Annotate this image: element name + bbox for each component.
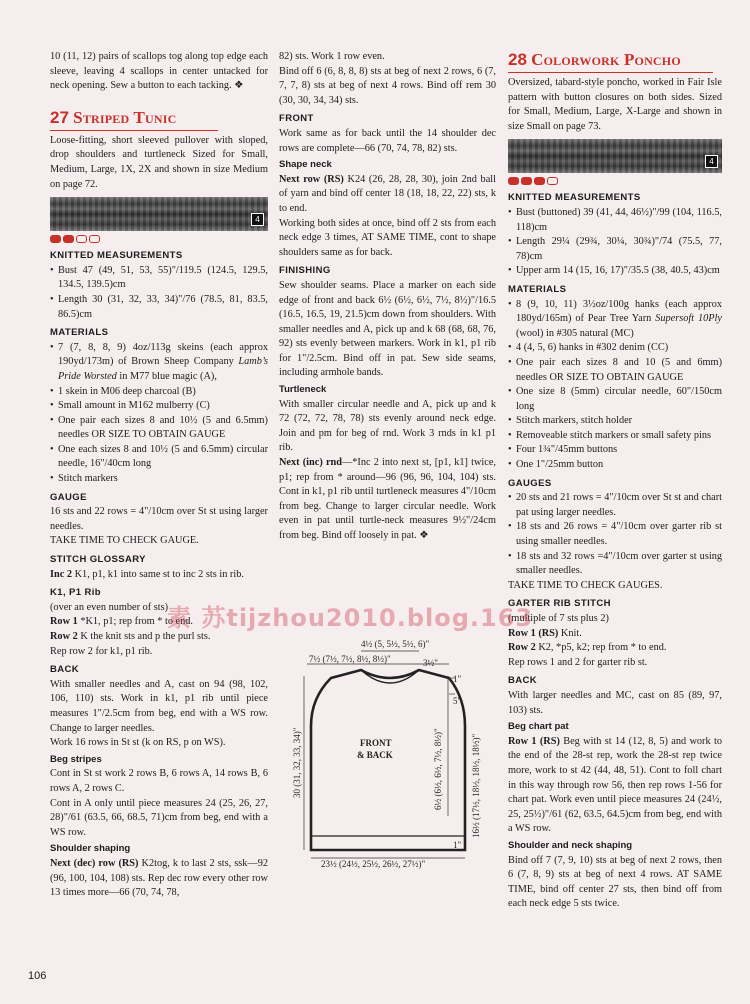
list-item: • 7 (7, 8, 8, 9) 4oz/113g skeins (each approx 190yd/173m) of Brown Sheep Company Lamb’s Pride Worsted in M77 blue magic (A), <box>50 341 268 382</box>
list-item: • 4 (4, 5, 6) hanks in #302 denim (CC) <box>508 342 669 354</box>
neck-text-2: Working both sides at once, bind off 2 sts from each neck edge 3 times, AT SAME TIME, cont to shape shoulders same as for back. <box>279 217 496 258</box>
sub-heading: Shoulder and neck shaping <box>508 839 633 851</box>
chart-text: Row 1 (RS) Beg with st 14 (12, 8, 5) and work to the end of the 28-st rep, work the 28-st rep twice more, work to st 42 (44, 48, 51). Cont to foll chart in this way through row 56, then rep rows 1-56 for chart pat. Work even until piece measures 24 (24½, 25, 25½)"/61 (62, 63.5, 64.5)cm from beg, end with a WS row. <box>508 735 722 835</box>
pattern-title-28 <box>508 50 722 70</box>
level-badge: 4 <box>251 213 264 226</box>
garter-repeat: Rep rows 1 and 2 for garter rib st. <box>508 656 648 668</box>
shoulder-text: Next (dec) row (RS) K2tog, k to last 2 sts, ssk—92 (96, 100, 104, 108) sts. Rep dec row every other row 13 times more—66 (70, 74, 78, <box>50 857 268 899</box>
bottom-1-label: 1" <box>453 840 462 850</box>
level-badge: 4 <box>705 155 718 168</box>
section-heading: GARTER RIB STITCH <box>508 598 611 610</box>
section-heading: FINISHING <box>279 265 331 277</box>
shoulder-slope-label: 3½" <box>423 658 438 668</box>
section-heading: MATERIALS <box>50 327 109 339</box>
rib-repeat: Rep row 2 for k1, p1 rib. <box>50 645 153 657</box>
section-heading: BACK <box>508 675 538 687</box>
watermark: 素 苏tijzhou2010.blog.163 <box>167 604 534 632</box>
column-1 <box>50 50 268 901</box>
list-item: • 1 skein in M06 deep charcoal (B) <box>50 385 196 397</box>
section-heading: K1, P1 Rib <box>50 587 101 599</box>
rib-row-2: Row 2 K the knit sts and p the purl sts. <box>50 631 211 642</box>
pattern-description: Oversized, tabard-style poncho, worked in Fair Isle pattern with button closures on both sides. Sized for Small, Medium, Large, X-Large and shown in size Small on page 73. <box>508 77 722 132</box>
section-heading: GAUGES <box>508 477 552 489</box>
rib-note: (over an even number of sts) <box>50 601 169 613</box>
garter-note: (multiple of 7 sts plus 2) <box>508 613 609 624</box>
sub-heading: Beg chart pat <box>508 721 569 733</box>
section-heading: KNITTED MEASUREMENTS <box>508 192 641 204</box>
intro-paragraph: 10 (11, 12) pairs of scallops tog along top edge each sleeve, leaving 4 scallops in center untacked for neck opening. Sew a button to each tacking. ❖ <box>50 51 268 92</box>
list-item: • Upper arm 14 (15, 16, 17)"/35.5 (38, 40.5, 43)cm <box>508 265 720 277</box>
continued-text-2: Bind off 6 (6, 8, 8, 8) sts at beg of next 2 rows, 6 (7, 7, 7, 8) sts at beg of next 4 rows. Bind off rem 30 (30, 30, 34, 34) sts. <box>279 65 496 106</box>
gauge-check: TAKE TIME TO CHECK GAUGE. <box>50 535 199 547</box>
garter-row-1: Row 1 (RS) Knit. <box>508 627 582 639</box>
title-rule <box>508 72 713 73</box>
sub-heading: Beg stripes <box>50 753 102 765</box>
pattern-number: 27 <box>50 107 69 127</box>
gauge-text: 16 sts and 22 rows = 4"/10cm over St st using larger needles. <box>50 506 268 532</box>
list-item: • One each sizes 8 and 10½ (5 and 6.5mm) circular needle, 16"/40cm long <box>50 443 268 470</box>
swatch-image <box>50 197 268 231</box>
page-number: 106 <box>28 970 47 982</box>
pattern-title-27 <box>50 108 268 128</box>
section-heading: BACK <box>50 664 80 676</box>
armhole-label: 6½ (6½, 6½, 7½, 8½)" <box>433 728 443 810</box>
stripes-text: Cont in St st work 2 rows B, 6 rows A, 14 rows B, 6 rows A, 2 rows C. <box>50 768 268 794</box>
list-item: • Stitch markers, stitch holder <box>508 415 633 427</box>
list-item: • One pair each sizes 8 and 10 (5 and 6mm) needles OR SIZE TO OBTAIN GAUGE <box>508 356 722 383</box>
list-item: • Removeable stitch markers or small safety pins <box>508 429 712 441</box>
diagram-label-back: & BACK <box>357 750 393 760</box>
front-text: Work same as for back until the 14 shoulder dec rows are complete—66 (70, 74, 78, 82) sts. <box>279 127 496 154</box>
list-item: • Small amount in M162 mulberry (C) <box>50 400 210 412</box>
sub-heading: Turtleneck <box>279 384 327 396</box>
shoulder-neck-text: Bind off 7 (7, 9, 10) sts at beg of next 2 rows, then 6 (7, 8, 9) sts at beg of next 4 rows. AT SAME TIME, bind off center 27 sts, then bind off from each neck edge 5 sts twice. <box>508 854 722 910</box>
top-1-label: 1" <box>453 674 462 684</box>
list-item: • Bust 47 (49, 51, 53, 55)"/119.5 (124.5, 129.5, 134.5, 139.5)cm <box>50 264 268 291</box>
column-3 <box>508 50 722 912</box>
sub-heading: Shoulder shaping <box>50 843 131 855</box>
pattern-description: Loose-fitting, short sleeved pullover with sloped, drop shoulders and turtleneck Sized for Small, Medium, Large, 1X, 2X and shown in size Medium on page 72. <box>50 134 268 190</box>
shoulder-width-label: 7½ (7½, 7½, 8½, 8½)" <box>309 654 391 664</box>
section-heading: KNITTED MEASUREMENTS <box>50 250 183 262</box>
glossary-inc2: Inc 2 K1, p1, k1 into same st to inc 2 sts in rib. <box>50 568 244 580</box>
list-item: • One pair each sizes 8 and 10½ (5 and 6.5mm) needles OR SIZE TO OBTAIN GAUGE <box>50 414 268 441</box>
inc-round-text: Next (inc) rnd—*Inc 2 into next st, [p1, k1] twice, p1; rep from * around—96 (96, 96, 104, 104) sts. Cont in k1, p1 rib until turtleneck measures 4"/10cm from beg. Change to larger circular needle. Work even in pat until turtle-neck measures 9½"/24cm from beg. Bind off loosely in pat. ❖ <box>279 457 496 541</box>
front-back-schematic <box>279 638 484 870</box>
list-item: • Stitch markers <box>50 473 118 485</box>
list-item: • 18 sts and 26 rows = 4"/10cm over garter rib st using smaller needles. <box>508 521 722 548</box>
list-item: • 20 sts and 21 rows = 4"/10cm over St st and chart pat using larger needles. <box>508 492 722 518</box>
pattern-name: Striped Tunic <box>73 107 177 127</box>
neck-text: Next row (RS) K24 (26, 28, 28, 30), join 2nd ball of yarn and bind off center 18 (18, 18, 22, 22) sts, k to end. <box>279 173 496 214</box>
swatch-image <box>508 139 722 173</box>
list-item: • Four 1¾"/45mm buttons <box>508 444 618 456</box>
finishing-text: Sew shoulder seams. Place a marker on each side edge of front and back 6½ (6½, 6½, 7½, 8½)"/16.5 (16.5, 16.5, 19, 21.5)cm down from shoulders. With smaller needles and A, pick up and k 68 (68, 68, 76, 92) sts evenly between markers. Work in k1, p1 rib for 1"/2.5cm. Bind off in pat. Sew side seams, including armhole bands. <box>279 279 496 379</box>
title-rule <box>50 130 218 131</box>
width-label: 23½ (24½, 25½, 26½, 27½)" <box>321 859 426 869</box>
continued-text: 82) sts. Work 1 row even. <box>279 51 385 62</box>
list-item: • 18 sts and 32 rows =4"/10cm over garter st using smaller needles. <box>508 550 722 577</box>
rib-row-1: Row 1 *K1, p1; rep from * to end. <box>50 616 193 628</box>
list-item: • One 1"/25mm button <box>508 459 604 471</box>
sub-heading: Shape neck <box>279 159 332 171</box>
list-item: • 8 (9, 10, 11) 3½oz/100g hanks (each approx 180yd/165m) of Pear Tree Yarn Supersoft 10Ply (wool) in #305 natural (MC) <box>508 298 722 339</box>
list-item: • Bust (buttoned) 39 (41, 44, 46½)"/99 (104, 116.5, 118)cm <box>508 206 722 233</box>
pattern-number: 28 <box>508 50 527 69</box>
list-item: • Length 29¼ (29¾, 30¼, 30¾)"/74 (75.5, 77, 78)cm <box>508 236 722 262</box>
stripes-text-2: Cont in A only until piece measures 24 (25, 26, 27, 28)"/61 (63.5, 66, 68.5, 71)cm from beg, end with a WS row. <box>50 797 268 838</box>
diagram-label-front: FRONT <box>360 738 392 748</box>
skill-level-icon <box>50 235 268 243</box>
column-2 <box>279 50 496 544</box>
top-5-label: 5" <box>453 696 462 706</box>
turtleneck-text: With smaller circular needle and A, pick up and k 72 (72, 72, 78, 78) sts evenly around neck edge. Join and pm for beg of rnd. Work 3 rnds in k1 p1 rib. <box>279 398 496 454</box>
list-item: • Length 30 (31, 32, 33, 34)"/76 (78.5, 81, 83.5, 86.5)cm <box>50 293 268 320</box>
back-text: With smaller needles and A, cast on 94 (98, 102, 106, 110) sts. Work in k1, p1 rib until piece measures 1"/2.5cm from beg, end with a WS row. Change to larger needles. <box>50 678 268 734</box>
garter-row-2: Row 2 K2, *p5, k2; rep from * to end. <box>508 642 667 654</box>
list-item: • One size 8 (5mm) circular needle, 60"/150cm long <box>508 386 722 412</box>
length-label: 30 (31, 32, 33, 34)" <box>292 727 302 798</box>
skill-level-icon <box>508 177 722 185</box>
section-heading: STITCH GLOSSARY <box>50 554 146 566</box>
neck-width-label: 4½ (5, 5½, 5½, 6)" <box>361 639 430 649</box>
back-text: With larger needles and MC, cast on 85 (89, 97, 103) sts. <box>508 689 722 716</box>
section-heading: FRONT <box>279 113 314 125</box>
side-label: 16½ (17½, 18½, 18½, 18½)" <box>471 733 481 838</box>
back-text-2: Work 16 rows in St st (k on RS, p on WS). <box>50 737 226 749</box>
section-heading: MATERIALS <box>508 283 567 295</box>
gauges-check: TAKE TIME TO CHECK GAUGES. <box>508 579 663 591</box>
pattern-name: Colorwork Poncho <box>531 50 681 69</box>
section-heading: GAUGE <box>50 491 87 503</box>
